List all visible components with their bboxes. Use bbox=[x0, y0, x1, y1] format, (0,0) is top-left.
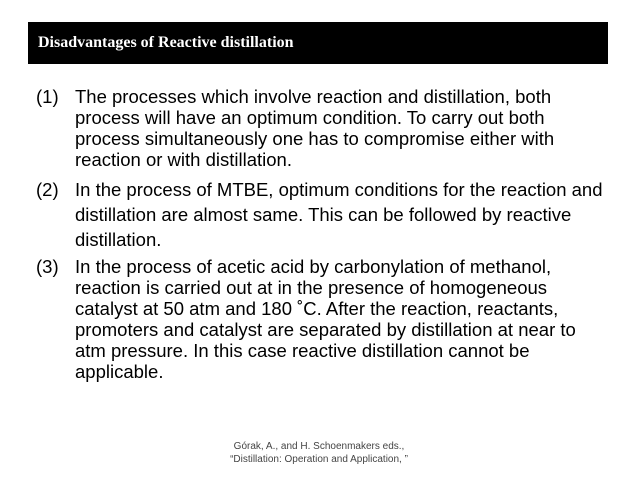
point-3 bbox=[36, 256, 606, 382]
slide-title-bar bbox=[28, 22, 608, 64]
citation-line-1: Górak, A., and H. Schoenmakers eds., bbox=[233, 441, 405, 452]
point-2 bbox=[36, 177, 606, 252]
point-3-text: In the process of acetic acid by carbonylation of methanol, reaction is carried out at in the presence of homogeneous catalyst at 50 atm and 180 ˚C. After the reaction, reactants, promoters and catalyst are separated by distillation at near to atm pressure. In this case reactive distillation cannot be applicable. bbox=[75, 256, 576, 382]
point-3-number: (3) bbox=[36, 256, 59, 277]
point-2-number: (2) bbox=[36, 179, 59, 200]
points-list bbox=[36, 86, 606, 389]
point-1 bbox=[36, 86, 606, 170]
citation bbox=[0, 440, 638, 466]
point-2-text: In the process of MTBE, optimum conditions for the reaction and distillation are almost same. This can be followed by reactive distillation. bbox=[75, 179, 603, 250]
point-1-text: The processes which involve reaction and distillation, both process will have an optimum condition. To carry out both process simultaneously one has to compromise either with reaction or with distillation. bbox=[75, 86, 555, 170]
slide-title: Disadvantages of Reactive distillation bbox=[38, 34, 294, 51]
point-1-number: (1) bbox=[36, 86, 59, 107]
citation-line-2: “Distillation: Operation and Application, ” bbox=[230, 454, 408, 465]
